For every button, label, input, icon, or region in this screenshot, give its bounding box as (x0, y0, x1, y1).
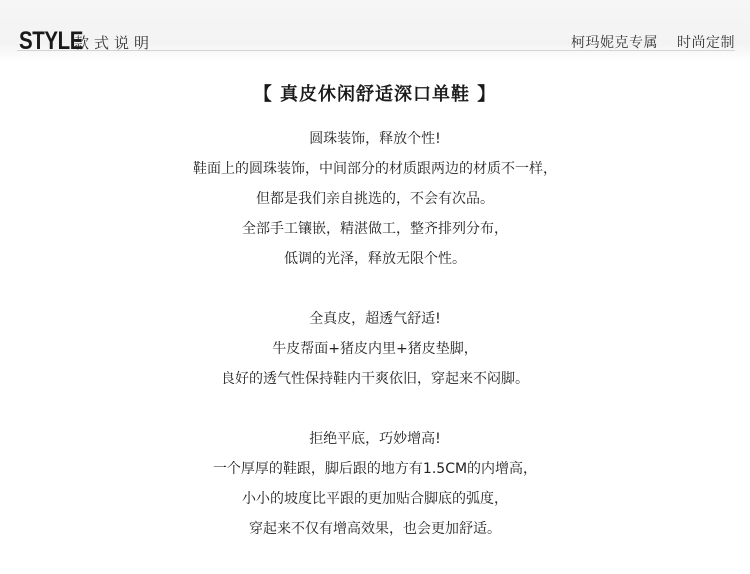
brand-subtitle: 款式说明 (74, 34, 155, 52)
text-line: 良好的透气性保持鞋内干爽依旧，穿起来不闷脚。 (221, 371, 529, 387)
text-line: 圆珠装饰，释放个性! (309, 131, 441, 147)
text-line: 穿起来不仅有增高效果，也会更加舒适。 (249, 521, 501, 537)
header-divider (17, 50, 735, 51)
paragraph-bead-decoration (0, 124, 750, 274)
product-title: 【 真皮休闲舒适深口单鞋 】 (253, 84, 497, 105)
text-line: 全部手工镶嵌，精湛做工，整齐排列分布， (242, 221, 508, 237)
description-body (0, 124, 750, 574)
header-link-exclusive: 柯玛妮克专属 (571, 35, 658, 51)
text-line: 一个厚厚的鞋跟，脚后跟的地方有1.5CM的内增高， (212, 461, 538, 477)
text-line: 低调的光泽，释放无限个性。 (284, 251, 466, 267)
paragraph-hidden-heel (0, 424, 750, 544)
header-links (571, 32, 735, 52)
text-line: 但都是我们亲自挑选的，不会有次品。 (256, 191, 494, 207)
text-line: 拒绝平底，巧妙增高! (309, 431, 441, 447)
paragraph-genuine-leather (0, 304, 750, 394)
text-line: 牛皮帮面+猪皮内里+猪皮垫脚， (272, 341, 478, 357)
header-link-custom: 时尚定制 (677, 35, 735, 51)
text-line: 全真皮，超透气舒适! (309, 311, 441, 327)
brand-word: STYLE (19, 27, 84, 55)
text-line: 小小的坡度比平跟的更加贴合脚底的弧度， (242, 491, 508, 507)
text-line: 鞋面上的圆珠装饰，中间部分的材质跟两边的材质不一样， (193, 161, 557, 177)
